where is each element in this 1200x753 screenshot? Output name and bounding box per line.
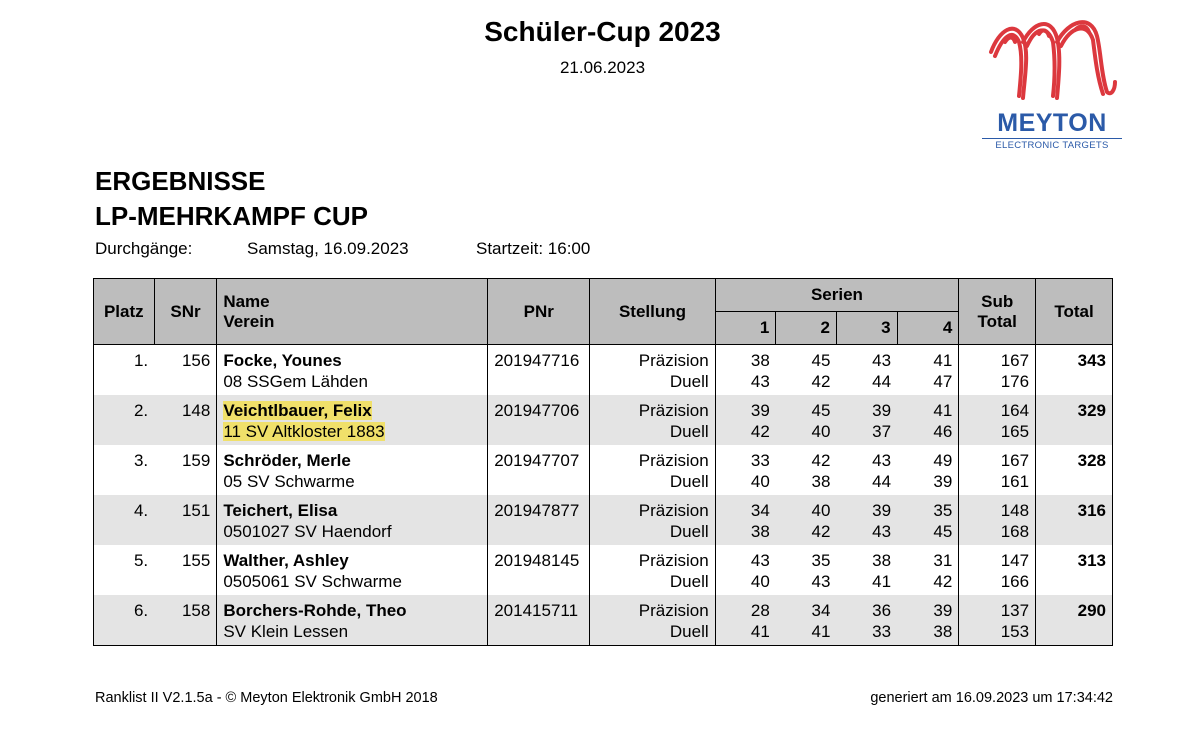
subtotal-duell: 161: [1000, 472, 1030, 491]
col-total: Total: [1036, 279, 1113, 345]
stellung-praezision: Präzision: [638, 451, 709, 470]
logo-subtitle: ELECTRONIC TARGETS: [982, 138, 1122, 151]
subtotal-cell: [959, 595, 1036, 646]
pnr-cell: 201947877: [488, 495, 590, 545]
col-subtotal: [959, 279, 1036, 345]
serie-2-cell: [776, 545, 837, 595]
stellung-cell: [590, 345, 715, 396]
duell-score: 38: [811, 472, 831, 491]
heading-results: ERGEBNISSE: [95, 166, 266, 196]
platz-cell: 6.: [94, 595, 155, 646]
athlete-name: Schröder, Merle: [223, 451, 351, 470]
club-name: 0505061 SV Schwarme: [223, 572, 402, 591]
pnr-cell: 201415711: [488, 595, 590, 646]
serie-1-cell: [715, 545, 776, 595]
pnr-cell: 201948145: [488, 545, 590, 595]
meta-day: Samstag, 16.09.2023: [247, 239, 409, 258]
praezision-score: 34: [811, 601, 831, 620]
subtotal-praezision: 167: [1000, 351, 1030, 370]
praezision-score: 39: [933, 601, 953, 620]
stellung-cell: [590, 445, 715, 495]
club-name: 08 SSGem Lähden: [223, 372, 368, 391]
subtotal-duell: 153: [1000, 622, 1030, 641]
stellung-cell: [590, 395, 715, 445]
athlete-name: Walther, Ashley: [223, 551, 349, 570]
duell-score: 33: [872, 622, 892, 641]
subtotal-praezision: 148: [1000, 501, 1030, 520]
duell-score: 42: [811, 372, 831, 391]
subtotal-cell: [959, 395, 1036, 445]
duell-score: 47: [933, 372, 953, 391]
club-name: 0501027 SV Haendorf: [223, 522, 392, 541]
duell-score: 40: [811, 422, 831, 441]
duell-score: 44: [872, 472, 892, 491]
col-platz: Platz: [94, 279, 155, 345]
serie-1-cell: [715, 595, 776, 646]
serie-3-cell: [836, 545, 897, 595]
serie-3-cell: [836, 395, 897, 445]
meta-start: Startzeit: 16:00: [476, 239, 591, 258]
serie-3-cell: [836, 595, 897, 646]
pnr-cell: 201947707: [488, 445, 590, 495]
stellung-duell: Duell: [669, 572, 709, 591]
table-row: [94, 445, 1113, 495]
stellung-cell: [590, 545, 715, 595]
serie-1-cell: [715, 395, 776, 445]
duell-score: 37: [872, 422, 892, 441]
praezision-score: 34: [750, 501, 770, 520]
col-serie-2: 2: [776, 312, 837, 345]
subtotal-duell: 168: [1000, 522, 1030, 541]
table-row: [94, 595, 1113, 646]
subtotal-praezision: 147: [1000, 551, 1030, 570]
meyton-logo: [982, 12, 1122, 151]
stellung-duell: Duell: [669, 522, 709, 541]
col-verein: Verein: [223, 311, 275, 331]
stellung-duell: Duell: [669, 472, 709, 491]
serie-4-cell: [897, 345, 959, 396]
praezision-score: 40: [811, 501, 831, 520]
duell-score: 40: [750, 472, 770, 491]
snr-cell: 158: [154, 595, 217, 646]
table-row: [94, 495, 1113, 545]
name-verein-cell: [217, 445, 488, 495]
col-stellung: Stellung: [590, 279, 715, 345]
praezision-score: 42: [811, 451, 831, 470]
subtotal-praezision: 137: [1000, 601, 1030, 620]
total-cell: 328: [1036, 445, 1113, 495]
serie-4-cell: [897, 595, 959, 646]
col-serie-1: 1: [715, 312, 776, 345]
duell-score: 41: [750, 622, 770, 641]
duell-score: 39: [933, 472, 953, 491]
name-verein-cell: [217, 545, 488, 595]
name-verein-cell: [217, 395, 488, 445]
platz-cell: 4.: [94, 495, 155, 545]
club-name: 11 SV Altkloster 1883: [223, 422, 385, 441]
duell-score: 43: [811, 572, 831, 591]
praezision-score: 31: [933, 551, 953, 570]
club-name: 05 SV Schwarme: [223, 472, 355, 491]
snr-cell: 156: [181, 351, 211, 370]
duell-score: 45: [933, 522, 953, 541]
stellung-praezision: Präzision: [638, 551, 709, 570]
col-subtotal-label: Total: [977, 311, 1017, 331]
athlete-name: Focke, Younes: [223, 351, 342, 370]
duell-score: 46: [933, 422, 953, 441]
name-verein-cell: [217, 495, 488, 545]
praezision-score: 35: [933, 501, 953, 520]
athlete-name: Borchers-Rohde, Theo: [223, 601, 407, 620]
duell-score: 44: [872, 372, 892, 391]
col-serie-3: 3: [836, 312, 897, 345]
results-table: [93, 278, 1113, 646]
serie-4-cell: [897, 445, 959, 495]
duell-score: 42: [933, 572, 953, 591]
athlete-name: Teichert, Elisa: [223, 501, 338, 520]
praezision-score: 35: [811, 551, 831, 570]
subtotal-duell: 176: [1000, 372, 1030, 391]
praezision-score: 49: [933, 451, 953, 470]
duell-score: 38: [933, 622, 953, 641]
snr-cell: 148: [154, 395, 217, 445]
serie-4-cell: [897, 495, 959, 545]
praezision-score: 41: [933, 401, 953, 420]
praezision-score: 39: [750, 401, 770, 420]
praezision-score: 43: [750, 551, 770, 570]
praezision-score: 43: [872, 351, 892, 370]
serie-4-cell: [897, 545, 959, 595]
stellung-praezision: Präzision: [638, 501, 709, 520]
stellung-duell: Duell: [669, 622, 709, 641]
subtotal-cell: [959, 445, 1036, 495]
duell-score: 42: [811, 522, 831, 541]
serie-2-cell: [776, 595, 837, 646]
club-name: SV Klein Lessen: [223, 622, 349, 641]
praezision-score: 28: [750, 601, 770, 620]
serie-3-cell: [836, 495, 897, 545]
stellung-cell: [590, 495, 715, 545]
snr-cell: 155: [181, 551, 211, 570]
serie-3-cell: [836, 345, 897, 396]
athlete-name: Veichtlbauer, Felix: [223, 401, 372, 420]
stellung-praezision: Präzision: [638, 601, 709, 620]
col-pnr: PNr: [488, 279, 590, 345]
meyton-m-icon: [985, 12, 1119, 104]
pnr-cell: 201947706: [488, 395, 590, 445]
stellung-praezision: Präzision: [638, 401, 709, 420]
name-verein-cell: [217, 595, 488, 646]
col-sub-label: Sub: [981, 291, 1014, 311]
praezision-score: 39: [872, 401, 892, 420]
col-name: Name: [223, 291, 270, 311]
stellung-duell: Duell: [669, 372, 709, 391]
subtotal-praezision: 167: [1000, 451, 1030, 470]
stellung-cell: [590, 595, 715, 646]
duell-score: 40: [750, 572, 770, 591]
praezision-score: 38: [872, 551, 892, 570]
serie-1-cell: [715, 345, 776, 396]
total-cell: 329: [1036, 395, 1113, 445]
duell-score: 43: [872, 522, 892, 541]
stellung-praezision: Präzision: [638, 351, 709, 370]
praezision-score: 38: [750, 351, 770, 370]
serie-1-cell: [715, 495, 776, 545]
footer-copyright: Ranklist II V2.1.5a - © Meyton Elektronik GmbH 2018: [95, 690, 438, 706]
heading-competition: LP-MEHRKAMPF CUP: [95, 201, 368, 231]
table-row: [94, 545, 1113, 595]
page-title: Schüler-Cup 2023: [484, 16, 721, 47]
duell-score: 43: [750, 372, 770, 391]
serie-3-cell: [836, 445, 897, 495]
name-verein-cell: [217, 345, 488, 396]
total-cell: 290: [1036, 595, 1113, 646]
total-cell: 343: [1036, 345, 1113, 396]
serie-4-cell: [897, 395, 959, 445]
snr-cell: 159: [181, 451, 211, 470]
subtotal-praezision: 164: [1000, 401, 1030, 420]
serie-2-cell: [776, 445, 837, 495]
serie-2-cell: [776, 395, 837, 445]
snr-cell: 151: [154, 495, 217, 545]
platz-cell: 5.: [133, 551, 149, 570]
duell-score: 42: [750, 422, 770, 441]
meta-label: Durchgänge:: [95, 239, 193, 258]
logo-text: MEYTON: [997, 109, 1107, 137]
event-date: 21.06.2023: [559, 58, 646, 77]
praezision-score: 43: [872, 451, 892, 470]
subtotal-cell: [959, 345, 1036, 396]
serie-2-cell: [776, 345, 837, 396]
footer-generated: generiert am 16.09.2023 um 17:34:42: [870, 690, 1113, 706]
table-row: [94, 395, 1113, 445]
col-name-verein: [217, 279, 488, 345]
subtotal-duell: 166: [1000, 572, 1030, 591]
col-snr: SNr: [154, 279, 217, 345]
serie-2-cell: [776, 495, 837, 545]
serie-1-cell: [715, 445, 776, 495]
total-cell: 316: [1036, 495, 1113, 545]
duell-score: 38: [750, 522, 770, 541]
stellung-duell: Duell: [669, 422, 709, 441]
col-serien: Serien: [715, 279, 959, 312]
duell-score: 41: [872, 572, 892, 591]
praezision-score: 33: [750, 451, 770, 470]
subtotal-cell: [959, 495, 1036, 545]
total-cell: 313: [1036, 545, 1113, 595]
platz-cell: 2.: [94, 395, 155, 445]
praezision-score: 41: [933, 351, 953, 370]
praezision-score: 39: [872, 501, 892, 520]
praezision-score: 45: [811, 351, 831, 370]
duell-score: 41: [811, 622, 831, 641]
praezision-score: 36: [872, 601, 892, 620]
praezision-score: 45: [811, 401, 831, 420]
subtotal-cell: [959, 545, 1036, 595]
pnr-cell: 201947716: [488, 345, 590, 396]
table-row: [94, 345, 1113, 396]
subtotal-duell: 165: [1000, 422, 1030, 441]
platz-cell: 3.: [133, 451, 149, 470]
col-serie-4: 4: [897, 312, 959, 345]
platz-cell: 1.: [133, 351, 149, 370]
